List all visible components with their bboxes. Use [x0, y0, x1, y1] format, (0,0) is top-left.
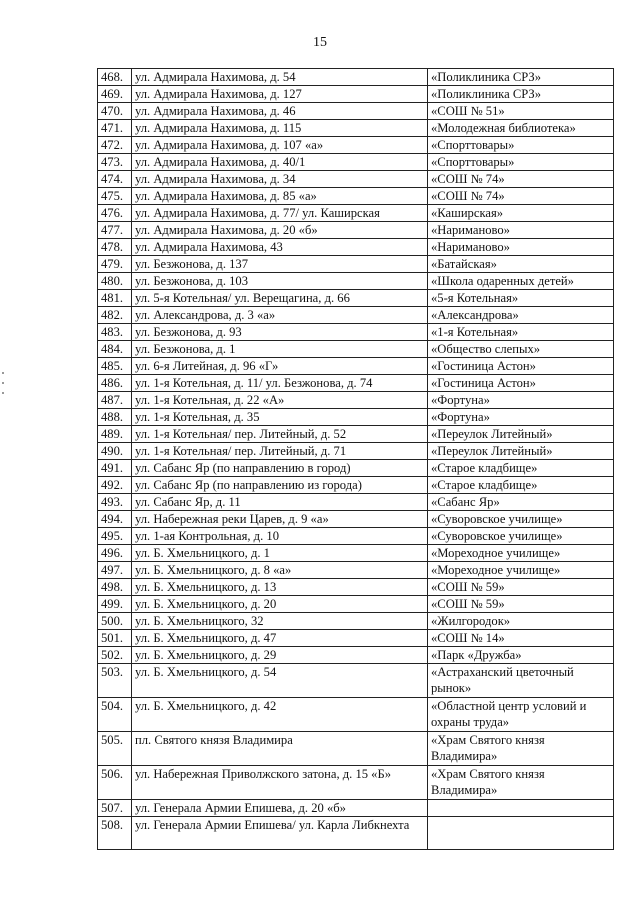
stop-name-cell	[428, 800, 614, 817]
row-number: 469.	[98, 86, 132, 103]
address-cell: ул. Б. Хмельницкого, д. 42	[132, 698, 428, 732]
address-cell: ул. Александрова, д. 3 «а»	[132, 307, 428, 324]
row-number: 481.	[98, 290, 132, 307]
address-cell: ул. Безжонова, д. 103	[132, 273, 428, 290]
margin-mark	[2, 372, 4, 374]
row-number: 479.	[98, 256, 132, 273]
margin-mark	[2, 392, 4, 394]
stop-name-cell: «Поликлиника СРЗ»	[428, 86, 614, 103]
stop-name-cell: «1-я Котельная»	[428, 324, 614, 341]
table-row	[98, 69, 614, 86]
stop-name-cell: «СОШ № 74»	[428, 171, 614, 188]
address-cell: ул. Б. Хмельницкого, д. 1	[132, 545, 428, 562]
stop-name-cell: «Каширская»	[428, 205, 614, 222]
row-number: 477.	[98, 222, 132, 239]
address-cell: ул. Безжонова, д. 1	[132, 341, 428, 358]
row-number: 482.	[98, 307, 132, 324]
address-cell: ул. Генерала Армии Епишева/ ул. Карла Либкнехта	[132, 817, 428, 850]
address-cell: ул. Адмирала Нахимова, д. 107 «а»	[132, 137, 428, 154]
stop-name-cell: «Нариманово»	[428, 222, 614, 239]
row-number: 468.	[98, 69, 132, 86]
stop-name-cell: «Старое кладбище»	[428, 477, 614, 494]
table-row	[98, 154, 614, 171]
address-cell: ул. Сабанс Яр (по направлению из города)	[132, 477, 428, 494]
stop-name-cell: «Спорттовары»	[428, 154, 614, 171]
stop-name-cell: «Поликлиника СРЗ»	[428, 69, 614, 86]
address-cell: ул. 1-я Котельная/ пер. Литейный, д. 52	[132, 426, 428, 443]
row-number: 503.	[98, 664, 132, 698]
address-cell: ул. Б. Хмельницкого, 32	[132, 613, 428, 630]
stop-name-cell: «Спорттовары»	[428, 137, 614, 154]
table-row	[98, 307, 614, 324]
table-row	[98, 562, 614, 579]
table-row	[98, 817, 614, 850]
row-number: 470.	[98, 103, 132, 120]
row-number: 487.	[98, 392, 132, 409]
address-cell: ул. Адмирала Нахимова, д. 127	[132, 86, 428, 103]
row-number: 480.	[98, 273, 132, 290]
row-number: 485.	[98, 358, 132, 375]
row-number: 495.	[98, 528, 132, 545]
address-cell: ул. Адмирала Нахимова, д. 115	[132, 120, 428, 137]
row-number: 491.	[98, 460, 132, 477]
table-row	[98, 171, 614, 188]
row-number: 476.	[98, 205, 132, 222]
row-number: 489.	[98, 426, 132, 443]
stop-name-cell: «Фортуна»	[428, 409, 614, 426]
table-row	[98, 460, 614, 477]
stop-name-cell: «Парк «Дружба»	[428, 647, 614, 664]
address-cell: ул. Набережная Приволжского затона, д. 15 «Б»	[132, 766, 428, 800]
stop-name-cell: «Переулок Литейный»	[428, 443, 614, 460]
stop-name-cell: «Суворовское училище»	[428, 528, 614, 545]
address-cell: ул. Адмирала Нахимова, д. 40/1	[132, 154, 428, 171]
stop-name-cell: «СОШ № 59»	[428, 596, 614, 613]
stop-name-cell: «Молодежная библиотека»	[428, 120, 614, 137]
table-row	[98, 103, 614, 120]
stop-name-cell: «Александрова»	[428, 307, 614, 324]
table-row	[98, 766, 614, 800]
stop-name-cell: «Переулок Литейный»	[428, 426, 614, 443]
stop-name-cell: «Батайская»	[428, 256, 614, 273]
stop-name-cell: «СОШ № 59»	[428, 579, 614, 596]
table-row	[98, 698, 614, 732]
row-number: 486.	[98, 375, 132, 392]
row-number: 502.	[98, 647, 132, 664]
address-cell: ул. 1-я Котельная, д. 22 «А»	[132, 392, 428, 409]
address-cell: ул. Б. Хмельницкого, д. 8 «а»	[132, 562, 428, 579]
stop-name-cell: «Старое кладбище»	[428, 460, 614, 477]
stop-name-cell: «Фортуна»	[428, 392, 614, 409]
stop-name-cell: «СОШ № 74»	[428, 188, 614, 205]
row-number: 500.	[98, 613, 132, 630]
table-row	[98, 188, 614, 205]
stop-name-cell: «Гостиница Астон»	[428, 358, 614, 375]
row-number: 471.	[98, 120, 132, 137]
table-row	[98, 290, 614, 307]
address-cell: ул. Адмирала Нахимова, д. 20 «б»	[132, 222, 428, 239]
stop-name-cell	[428, 817, 614, 850]
table-row	[98, 426, 614, 443]
stop-name-cell: «5-я Котельная»	[428, 290, 614, 307]
row-number: 474.	[98, 171, 132, 188]
row-number: 490.	[98, 443, 132, 460]
address-cell: ул. 1-я Котельная, д. 11/ ул. Безжонова, д. 74	[132, 375, 428, 392]
stop-name-cell: «Общество слепых»	[428, 341, 614, 358]
address-table	[97, 68, 614, 850]
address-cell: ул. Адмирала Нахимова, д. 46	[132, 103, 428, 120]
stop-name-cell: «Храм Святого князя Владимира»	[428, 766, 614, 800]
address-cell: ул. Набережная реки Царев, д. 9 «а»	[132, 511, 428, 528]
table-row	[98, 800, 614, 817]
table-row	[98, 324, 614, 341]
address-cell: ул. Б. Хмельницкого, д. 29	[132, 647, 428, 664]
address-cell: ул. Безжонова, д. 137	[132, 256, 428, 273]
row-number: 484.	[98, 341, 132, 358]
row-number: 492.	[98, 477, 132, 494]
row-number: 493.	[98, 494, 132, 511]
row-number: 475.	[98, 188, 132, 205]
table-row	[98, 443, 614, 460]
row-number: 498.	[98, 579, 132, 596]
table-row	[98, 137, 614, 154]
row-number: 504.	[98, 698, 132, 732]
table-row	[98, 664, 614, 698]
address-cell: пл. Святого князя Владимира	[132, 732, 428, 766]
table-row	[98, 205, 614, 222]
page-number: 15	[313, 35, 327, 50]
stop-name-cell: «Храм Святого князя Владимира»	[428, 732, 614, 766]
address-cell: ул. Б. Хмельницкого, д. 13	[132, 579, 428, 596]
address-cell: ул. 1-ая Контрольная, д. 10	[132, 528, 428, 545]
address-cell: ул. 1-я Котельная/ пер. Литейный, д. 71	[132, 443, 428, 460]
stop-name-cell: «СОШ № 51»	[428, 103, 614, 120]
address-cell: ул. Б. Хмельницкого, д. 54	[132, 664, 428, 698]
table-row	[98, 273, 614, 290]
margin-mark	[2, 382, 4, 384]
row-number: 473.	[98, 154, 132, 171]
address-cell: ул. Безжонова, д. 93	[132, 324, 428, 341]
table-row	[98, 409, 614, 426]
row-number: 507.	[98, 800, 132, 817]
row-number: 488.	[98, 409, 132, 426]
table-row	[98, 256, 614, 273]
row-number: 506.	[98, 766, 132, 800]
stop-name-cell: «Сабанс Яр»	[428, 494, 614, 511]
address-cell: ул. Адмирала Нахимова, д. 54	[132, 69, 428, 86]
table-row	[98, 477, 614, 494]
table-row	[98, 375, 614, 392]
table-row	[98, 613, 614, 630]
address-cell: ул. Адмирала Нахимова, 43	[132, 239, 428, 256]
address-cell: ул. Генерала Армии Епишева, д. 20 «б»	[132, 800, 428, 817]
address-cell: ул. 5-я Котельная/ ул. Верещагина, д. 66	[132, 290, 428, 307]
table-row	[98, 392, 614, 409]
stop-name-cell: «Суворовское училище»	[428, 511, 614, 528]
table-row	[98, 630, 614, 647]
table-row	[98, 494, 614, 511]
table-row	[98, 120, 614, 137]
address-cell: ул. Б. Хмельницкого, д. 20	[132, 596, 428, 613]
stop-name-cell: «Мореходное училище»	[428, 545, 614, 562]
address-cell: ул. Адмирала Нахимова, д. 34	[132, 171, 428, 188]
stop-name-cell: «Областной центр условий и охраны труда»	[428, 698, 614, 732]
table-row	[98, 341, 614, 358]
row-number: 496.	[98, 545, 132, 562]
table-row	[98, 239, 614, 256]
table-row	[98, 222, 614, 239]
stop-name-cell: «Мореходное училище»	[428, 562, 614, 579]
stop-name-cell: «СОШ № 14»	[428, 630, 614, 647]
row-number: 472.	[98, 137, 132, 154]
row-number: 505.	[98, 732, 132, 766]
row-number: 478.	[98, 239, 132, 256]
table-row	[98, 647, 614, 664]
table-row	[98, 528, 614, 545]
row-number: 508.	[98, 817, 132, 850]
address-cell: ул. Адмирала Нахимова, д. 77/ ул. Каширская	[132, 205, 428, 222]
table-row	[98, 511, 614, 528]
row-number: 501.	[98, 630, 132, 647]
row-number: 483.	[98, 324, 132, 341]
address-cell: ул. 1-я Котельная, д. 35	[132, 409, 428, 426]
address-cell: ул. Сабанс Яр, д. 11	[132, 494, 428, 511]
stop-name-cell: «Астраханский цветочный рынок»	[428, 664, 614, 698]
address-cell: ул. Адмирала Нахимова, д. 85 «а»	[132, 188, 428, 205]
table-row	[98, 579, 614, 596]
address-table-body	[98, 69, 614, 850]
address-cell: ул. 6-я Литейная, д. 96 «Г»	[132, 358, 428, 375]
stop-name-cell: «Школа одаренных детей»	[428, 273, 614, 290]
row-number: 494.	[98, 511, 132, 528]
row-number: 497.	[98, 562, 132, 579]
table-row	[98, 358, 614, 375]
address-cell: ул. Сабанс Яр (по направлению в город)	[132, 460, 428, 477]
stop-name-cell: «Жилгородок»	[428, 613, 614, 630]
stop-name-cell: «Гостиница Астон»	[428, 375, 614, 392]
address-cell: ул. Б. Хмельницкого, д. 47	[132, 630, 428, 647]
table-row	[98, 86, 614, 103]
row-number: 499.	[98, 596, 132, 613]
stop-name-cell: «Нариманово»	[428, 239, 614, 256]
table-row	[98, 596, 614, 613]
table-row	[98, 545, 614, 562]
table-row	[98, 732, 614, 766]
